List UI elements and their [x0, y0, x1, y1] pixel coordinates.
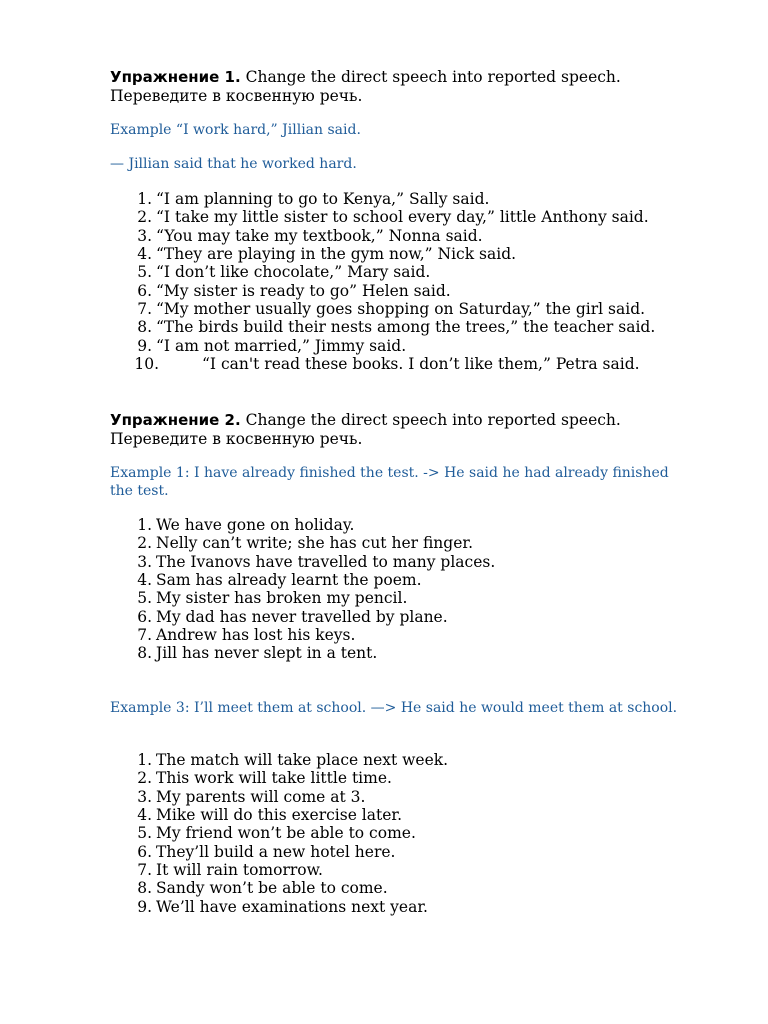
- exercise-1-list: [110, 190, 750, 373]
- exercise-2b-item-5: [110, 824, 750, 842]
- exercise-1-item-9: [110, 337, 750, 355]
- exercise-2-list-3: [110, 751, 750, 916]
- list-item-text: The Ivanovs have travelled to many places.: [156, 552, 496, 571]
- list-item-text: My friend won’t be able to come.: [156, 824, 416, 843]
- exercise-1-item-8: [110, 318, 750, 336]
- exercise-2-title-bold: Упражнение 2.: [110, 411, 241, 429]
- list-item-number: 1.: [137, 751, 152, 769]
- exercise-2-list-1: [110, 516, 750, 663]
- exercise-2-example-1: Example 1: I have already finished the test. -> He said he had already finished the test.: [110, 465, 669, 499]
- exercise-2b-item-7: [110, 861, 750, 879]
- list-item-number: 10.: [134, 355, 159, 374]
- list-item-number: 8.: [137, 644, 152, 663]
- exercise-2a-item-2: [110, 534, 750, 552]
- exercise-1-example-line-2: — Jillian said that he worked hard.: [110, 156, 357, 172]
- list-item-text: “I am not married,” Jimmy said.: [156, 336, 407, 355]
- list-item-text: My dad has never travelled by plane.: [156, 607, 448, 626]
- exercise-2b-item-1: [110, 751, 750, 769]
- list-item-number: 1.: [137, 190, 152, 208]
- exercise-2a-item-3: [110, 553, 750, 571]
- list-item-number: 8.: [137, 879, 152, 898]
- list-item-text: We’ll have examinations next year.: [156, 897, 428, 916]
- list-item-number: 1.: [137, 516, 152, 534]
- list-item-text: The match will take place next week.: [156, 751, 449, 769]
- list-item-text: Andrew has lost his keys.: [156, 626, 356, 645]
- exercise-2-title-rest: Change the direct speech into reported speech.: [240, 411, 621, 429]
- exercise-1-item-1: [110, 190, 750, 208]
- exercise-1-item-6: [110, 282, 750, 300]
- exercise-2-example-3: Example 3: I’ll meet them at school. —> He said he would meet them at school.: [110, 700, 678, 716]
- exercise-2b-item-2: [110, 769, 750, 787]
- exercise-2a-item-5: [110, 589, 750, 607]
- list-item-text: “I take my little sister to school every day,” little Anthony said.: [156, 208, 649, 227]
- exercise-1-item-2: [110, 208, 750, 226]
- exercise-1-item-5: [110, 263, 750, 281]
- exercise-2b-item-8: [110, 879, 750, 897]
- exercise-2a-item-6: [110, 608, 750, 626]
- list-item-number: 7.: [137, 626, 152, 645]
- exercise-1-item-7: [110, 300, 750, 318]
- exercise-2b-item-9: [110, 898, 750, 916]
- exercise-2b-item-3: [110, 788, 750, 806]
- exercise-2a-item-1: [110, 516, 750, 534]
- exercise-2b-item-6: [110, 843, 750, 861]
- list-item-number: 8.: [137, 318, 152, 337]
- list-item-number: 7.: [137, 300, 152, 319]
- list-item-text: It will rain tomorrow.: [156, 861, 323, 880]
- exercise-2b-item-4: [110, 806, 750, 824]
- list-item-number: 2.: [137, 534, 152, 553]
- exercise-1-title-bold: Упражнение 1.: [110, 68, 241, 86]
- list-item-text: Jill has never slept in a tent.: [156, 644, 378, 663]
- list-item-text: Sam has already learnt the poem.: [156, 571, 422, 590]
- list-item-text: Nelly can’t write; she has cut her finger.: [156, 534, 474, 553]
- exercise-1-subtitle: Переведите в косвенную речь.: [110, 86, 363, 105]
- list-item-number: 2.: [137, 208, 152, 227]
- list-item-text: They’ll build a new hotel here.: [156, 842, 396, 861]
- list-item-number: 4.: [137, 245, 152, 264]
- list-item-text: “I can't read these books. I don’t like them,” Petra said.: [202, 355, 640, 374]
- list-item-text: My parents will come at 3.: [156, 787, 366, 806]
- list-item-number: 2.: [137, 769, 152, 788]
- list-item-number: 9.: [137, 897, 152, 916]
- list-item-number: 6.: [137, 842, 152, 861]
- list-item-text: My sister has broken my pencil.: [156, 589, 408, 608]
- list-item-text: Sandy won’t be able to come.: [156, 879, 388, 898]
- list-item-number: 6.: [137, 607, 152, 626]
- exercise-1-heading: [110, 68, 730, 105]
- list-item-text: “My sister is ready to go” Helen said.: [156, 281, 451, 300]
- exercise-1-item-4: [110, 245, 750, 263]
- list-item-text: “I am planning to go to Kenya,” Sally said.: [156, 190, 490, 208]
- list-item-text: “I don’t like chocolate,” Mary said.: [156, 263, 431, 282]
- list-item-text: “You may take my textbook,” Nonna said.: [156, 226, 483, 245]
- exercise-2-heading: [110, 411, 730, 448]
- exercise-1-item-10: [110, 355, 750, 373]
- exercise-1-item-3: [110, 227, 750, 245]
- list-item-number: 4.: [137, 571, 152, 590]
- list-item-number: 6.: [137, 281, 152, 300]
- list-item-text: We have gone on holiday.: [156, 516, 355, 534]
- exercise-1-example-line-1: Example “I work hard,” Jillian said.: [110, 122, 361, 138]
- list-item-number: 5.: [137, 824, 152, 843]
- list-item-text: “My mother usually goes shopping on Saturday,” the girl said.: [156, 300, 646, 319]
- list-item-number: 3.: [137, 787, 152, 806]
- list-item-number: 5.: [137, 263, 152, 282]
- list-item-text: Mike will do this exercise later.: [156, 806, 403, 825]
- exercise-1-title-rest: Change the direct speech into reported speech.: [240, 68, 621, 86]
- list-item-number: 7.: [137, 861, 152, 880]
- list-item-number: 3.: [137, 226, 152, 245]
- list-item-number: 9.: [137, 336, 152, 355]
- list-item-text: “They are playing in the gym now,” Nick said.: [156, 245, 517, 264]
- list-item-text: “The birds build their nests among the trees,” the teacher said.: [156, 318, 656, 337]
- list-item-number: 3.: [137, 552, 152, 571]
- exercise-2a-item-4: [110, 571, 750, 589]
- list-item-text: This work will take little time.: [156, 769, 392, 788]
- exercise-2-subtitle: Переведите в косвенную речь.: [110, 429, 363, 448]
- exercise-2a-item-7: [110, 626, 750, 644]
- exercise-2a-item-8: [110, 644, 750, 662]
- list-item-number: 4.: [137, 806, 152, 825]
- list-item-number: 5.: [137, 589, 152, 608]
